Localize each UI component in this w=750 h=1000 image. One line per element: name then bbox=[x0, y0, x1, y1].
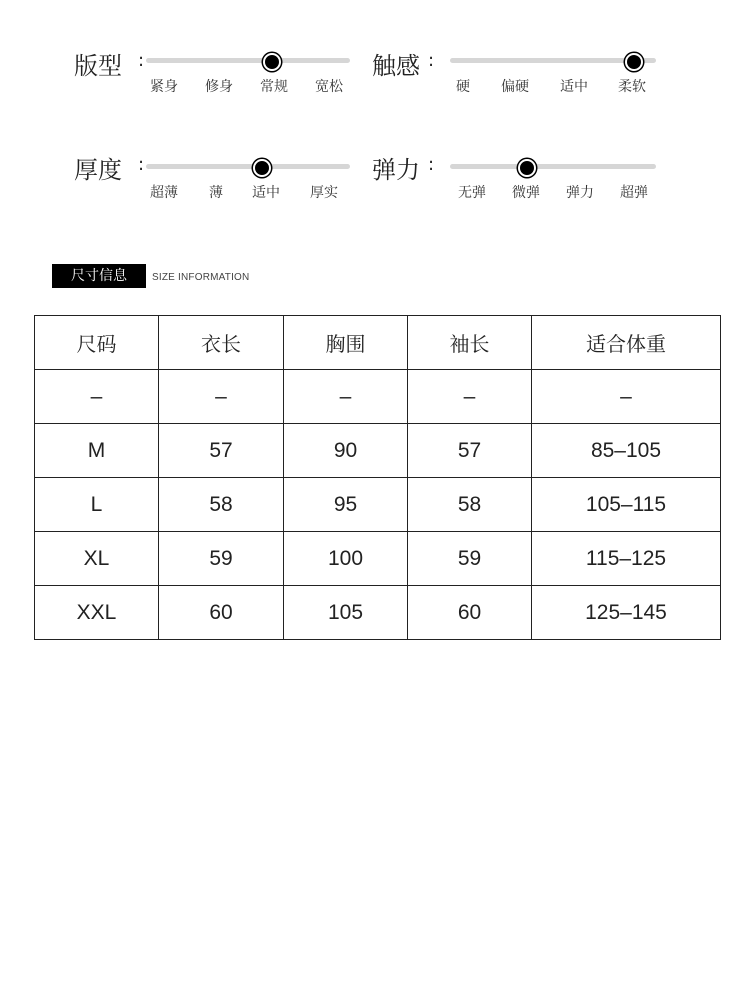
table-cell: 57 bbox=[408, 424, 532, 478]
header-sleeve: 袖长 bbox=[408, 316, 532, 370]
table-row bbox=[35, 532, 721, 586]
attr-fit-colon: : bbox=[138, 50, 145, 71]
table-cell: – bbox=[532, 370, 721, 424]
section-subtitle: SIZE INFORMATION bbox=[152, 272, 250, 283]
table-cell: XXL bbox=[35, 586, 159, 640]
attr-elasticity-knob bbox=[518, 159, 536, 177]
attr-thickness-option: 超薄 bbox=[150, 185, 178, 201]
attr-touch-option: 柔软 bbox=[618, 79, 646, 95]
header-size: 尺码 bbox=[35, 316, 159, 370]
table-cell: 57 bbox=[159, 424, 284, 478]
section-title-tag: 尺寸信息 bbox=[52, 264, 146, 288]
attr-fit bbox=[74, 46, 354, 106]
table-row bbox=[35, 370, 721, 424]
table-cell: 58 bbox=[159, 478, 284, 532]
attr-thickness-colon: : bbox=[138, 154, 145, 175]
table-header-row bbox=[35, 316, 721, 370]
attr-fit-option: 宽松 bbox=[315, 79, 343, 95]
attr-elasticity-option: 微弹 bbox=[512, 185, 540, 201]
attr-elasticity-option: 弹力 bbox=[566, 185, 594, 201]
attr-fit-option: 紧身 bbox=[150, 79, 178, 95]
attr-fit-option: 常规 bbox=[260, 79, 288, 95]
attr-elasticity-colon: : bbox=[428, 154, 435, 175]
attr-thickness-option: 薄 bbox=[209, 185, 223, 201]
table-cell: 60 bbox=[159, 586, 284, 640]
attr-thickness bbox=[74, 150, 354, 210]
size-table bbox=[34, 315, 721, 640]
table-cell: 100 bbox=[284, 532, 408, 586]
table-cell: 105–115 bbox=[532, 478, 721, 532]
attr-touch-knob bbox=[625, 53, 643, 71]
attr-thickness-option: 厚实 bbox=[310, 185, 338, 201]
attr-thickness-track bbox=[146, 164, 350, 169]
attr-touch-colon: : bbox=[428, 50, 435, 71]
attr-elasticity bbox=[372, 150, 662, 210]
table-cell: L bbox=[35, 478, 159, 532]
table-cell: 59 bbox=[408, 532, 532, 586]
attr-touch-option: 适中 bbox=[560, 79, 588, 95]
table-cell: 85–105 bbox=[532, 424, 721, 478]
table-row bbox=[35, 586, 721, 640]
table-cell: 115–125 bbox=[532, 532, 721, 586]
attr-elasticity-option: 超弹 bbox=[620, 185, 648, 201]
table-cell: 90 bbox=[284, 424, 408, 478]
table-cell: – bbox=[284, 370, 408, 424]
table-cell: M bbox=[35, 424, 159, 478]
header-length: 衣长 bbox=[159, 316, 284, 370]
table-row bbox=[35, 478, 721, 532]
attr-touch-name: 触感 bbox=[372, 52, 420, 80]
table-cell: XL bbox=[35, 532, 159, 586]
attr-touch-option: 硬 bbox=[456, 79, 470, 95]
attr-thickness-option: 适中 bbox=[252, 185, 280, 201]
attr-fit-name: 版型 bbox=[74, 52, 122, 80]
table-cell: – bbox=[408, 370, 532, 424]
attr-elasticity-option: 无弹 bbox=[458, 185, 486, 201]
table-cell: 95 bbox=[284, 478, 408, 532]
attr-fit-knob bbox=[263, 53, 281, 71]
table-row bbox=[35, 424, 721, 478]
table-cell: 60 bbox=[408, 586, 532, 640]
table-cell: – bbox=[35, 370, 159, 424]
attr-fit-track bbox=[146, 58, 350, 63]
attr-elasticity-track bbox=[450, 164, 656, 169]
attr-fit-option: 修身 bbox=[205, 79, 233, 95]
attr-touch-option: 偏硬 bbox=[501, 79, 529, 95]
header-weight: 适合体重 bbox=[532, 316, 721, 370]
header-chest: 胸围 bbox=[284, 316, 408, 370]
table-cell: 105 bbox=[284, 586, 408, 640]
attr-thickness-knob bbox=[253, 159, 271, 177]
table-cell: 125–145 bbox=[532, 586, 721, 640]
attr-touch bbox=[372, 46, 662, 106]
table-cell: – bbox=[159, 370, 284, 424]
attr-thickness-name: 厚度 bbox=[74, 156, 122, 184]
attr-elasticity-name: 弹力 bbox=[372, 156, 420, 184]
table-cell: 59 bbox=[159, 532, 284, 586]
table-cell: 58 bbox=[408, 478, 532, 532]
